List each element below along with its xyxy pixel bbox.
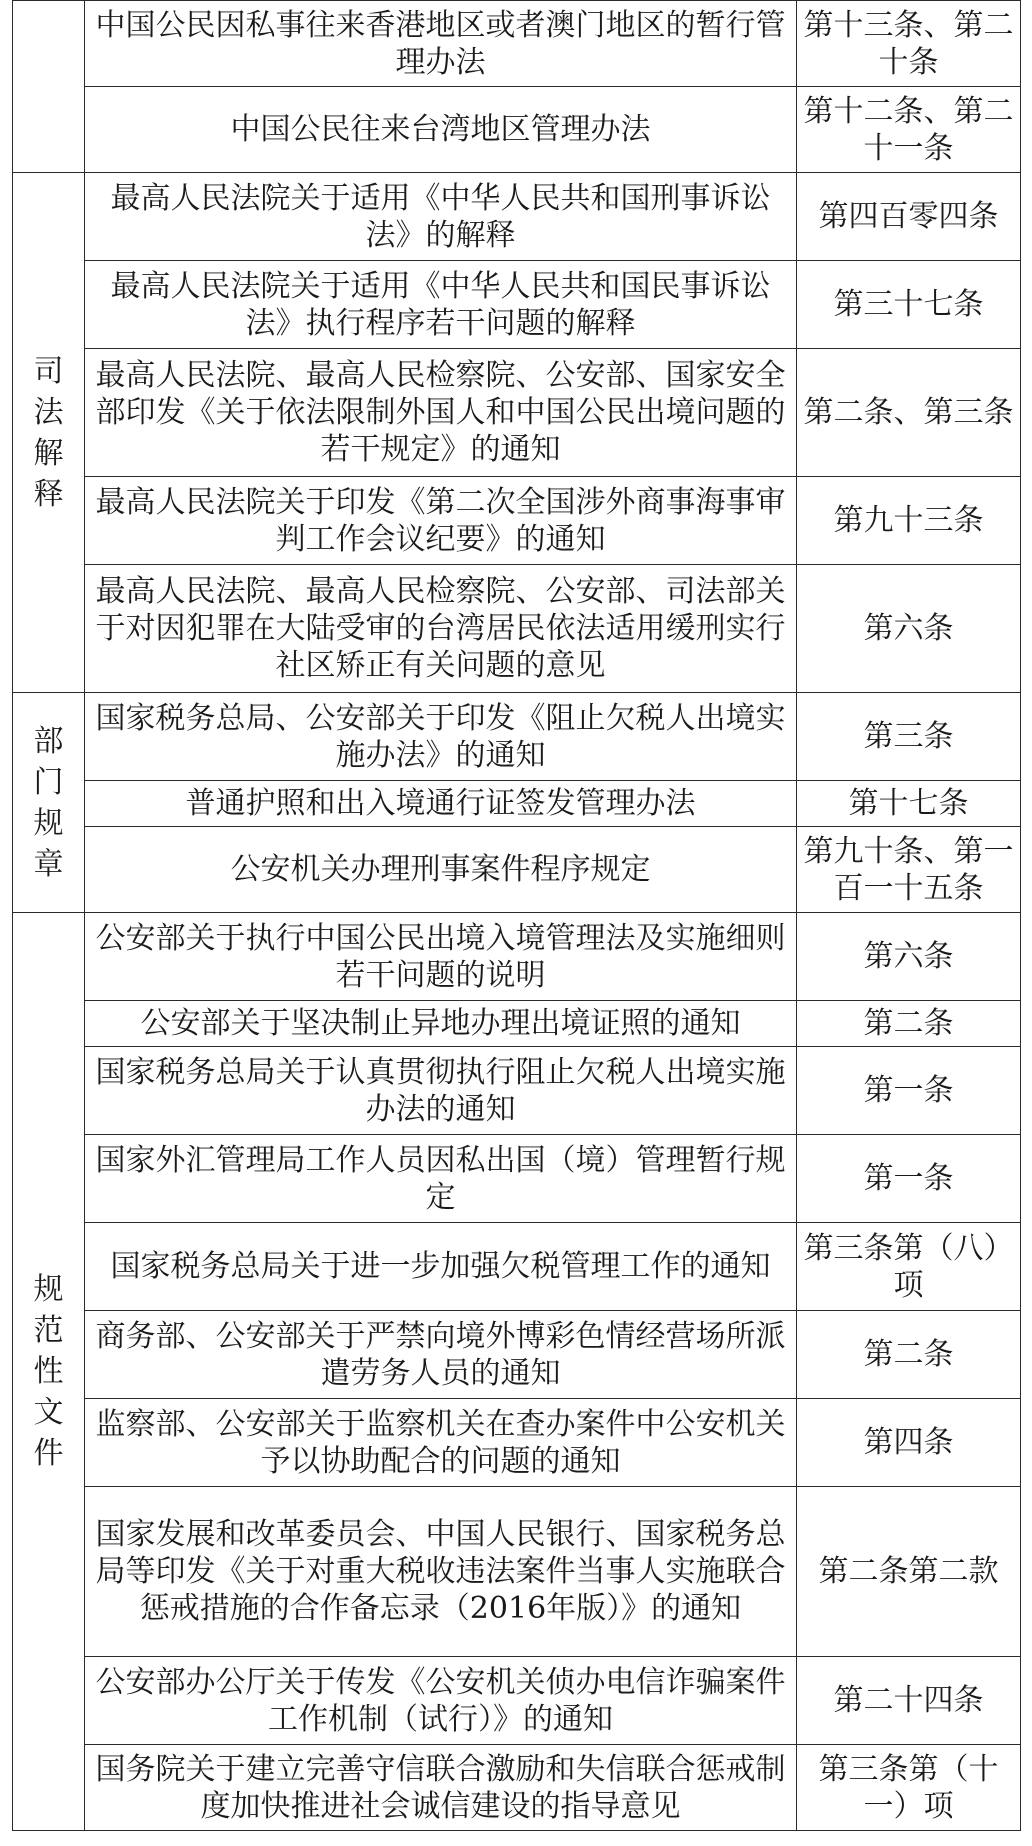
article-cell: 第二条第二款 xyxy=(797,1487,1021,1657)
article-cell: 第九十条、第一百一十五条 xyxy=(797,827,1021,913)
article-cell: 第三条第（八）项 xyxy=(797,1223,1021,1311)
document-name-cell: 国家税务总局关于认真贯彻执行阻止欠税人出境实施办法的通知 xyxy=(85,1047,797,1135)
category-cell xyxy=(13,173,85,693)
table-row xyxy=(13,1223,1021,1311)
table-row xyxy=(13,693,1021,781)
article-cell: 第六条 xyxy=(797,913,1021,1001)
table-row xyxy=(13,1657,1021,1745)
table-row xyxy=(13,173,1021,261)
article-cell: 第九十三条 xyxy=(797,477,1021,565)
table-row xyxy=(13,1,1021,87)
regulations-table xyxy=(12,0,1021,1831)
table-row xyxy=(13,1399,1021,1487)
document-name-cell: 中国公民因私事往来香港地区或者澳门地区的暂行管理办法 xyxy=(85,1,797,87)
table-row xyxy=(13,565,1021,693)
table-row xyxy=(13,87,1021,173)
table-row xyxy=(13,261,1021,349)
document-name-cell: 公安部关于执行中国公民出境入境管理法及实施细则若干问题的说明 xyxy=(85,913,797,1001)
table-row xyxy=(13,1745,1021,1831)
document-name-cell: 国家税务总局关于进一步加强欠税管理工作的通知 xyxy=(85,1223,797,1311)
article-cell: 第六条 xyxy=(797,565,1021,693)
document-name-cell: 国家税务总局、公安部关于印发《阻止欠税人出境实施办法》的通知 xyxy=(85,693,797,781)
table-row xyxy=(13,349,1021,477)
document-name-cell: 最高人民法院关于适用《中华人民共和国民事诉讼法》执行程序若干问题的解释 xyxy=(85,261,797,349)
article-cell: 第一条 xyxy=(797,1135,1021,1223)
article-cell: 第十二条、第二十一条 xyxy=(797,87,1021,173)
table-row xyxy=(13,477,1021,565)
table-row xyxy=(13,827,1021,913)
article-cell: 第十七条 xyxy=(797,781,1021,827)
category-cell xyxy=(13,693,85,913)
table-row xyxy=(13,1135,1021,1223)
document-name-cell: 国家发展和改革委员会、中国人民银行、国家税务总局等印发《关于对重大税收违法案件当事人实施联合惩戒措施的合作备忘录（2016年版）》的通知 xyxy=(85,1487,797,1657)
document-name-cell: 中国公民往来台湾地区管理办法 xyxy=(85,87,797,173)
article-cell: 第四条 xyxy=(797,1399,1021,1487)
article-cell: 第三十七条 xyxy=(797,261,1021,349)
document-name-cell: 公安部关于坚决制止异地办理出境证照的通知 xyxy=(85,1001,797,1047)
article-cell: 第十三条、第二十条 xyxy=(797,1,1021,87)
article-cell: 第四百零四条 xyxy=(797,173,1021,261)
category-label: 司法解释 xyxy=(33,353,64,512)
table-row xyxy=(13,781,1021,827)
category-cell xyxy=(13,1,85,173)
article-cell: 第二条 xyxy=(797,1001,1021,1047)
document-name-cell: 国家外汇管理局工作人员因私出国（境）管理暂行规定 xyxy=(85,1135,797,1223)
document-name-cell: 最高人民法院关于适用《中华人民共和国刑事诉讼法》的解释 xyxy=(85,173,797,261)
document-name-cell: 公安机关办理刑事案件程序规定 xyxy=(85,827,797,913)
article-cell: 第三条 xyxy=(797,693,1021,781)
document-name-cell: 公安部办公厅关于传发《公安机关侦办电信诈骗案件工作机制（试行）》的通知 xyxy=(85,1657,797,1745)
article-cell: 第一条 xyxy=(797,1047,1021,1135)
category-label: 规范性文件 xyxy=(33,1272,64,1471)
category-label: 部门规章 xyxy=(33,723,64,882)
table-row xyxy=(13,1487,1021,1657)
article-cell: 第二条 xyxy=(797,1311,1021,1399)
table-row xyxy=(13,913,1021,1001)
table-row xyxy=(13,1311,1021,1399)
document-name-cell: 最高人民法院、最高人民检察院、公安部、司法部关于对因犯罪在大陆受审的台湾居民依法适用缓刑实行社区矫正有关问题的意见 xyxy=(85,565,797,693)
article-cell: 第三条第（十一）项 xyxy=(797,1745,1021,1831)
document-name-cell: 普通护照和出入境通行证签发管理办法 xyxy=(85,781,797,827)
article-cell: 第二条、第三条 xyxy=(797,349,1021,477)
document-name-cell: 国务院关于建立完善守信联合激励和失信联合惩戒制度加快推进社会诚信建设的指导意见 xyxy=(85,1745,797,1831)
document-name-cell: 最高人民法院关于印发《第二次全国涉外商事海事审判工作会议纪要》的通知 xyxy=(85,477,797,565)
document-name-cell: 商务部、公安部关于严禁向境外博彩色情经营场所派遣劳务人员的通知 xyxy=(85,1311,797,1399)
document-name-cell: 最高人民法院、最高人民检察院、公安部、国家安全部印发《关于依法限制外国人和中国公民出境问题的若干规定》的通知 xyxy=(85,349,797,477)
table-row xyxy=(13,1047,1021,1135)
table-row xyxy=(13,1001,1021,1047)
category-cell xyxy=(13,913,85,1831)
article-cell: 第二十四条 xyxy=(797,1657,1021,1745)
document-name-cell: 监察部、公安部关于监察机关在查办案件中公安机关予以协助配合的问题的通知 xyxy=(85,1399,797,1487)
